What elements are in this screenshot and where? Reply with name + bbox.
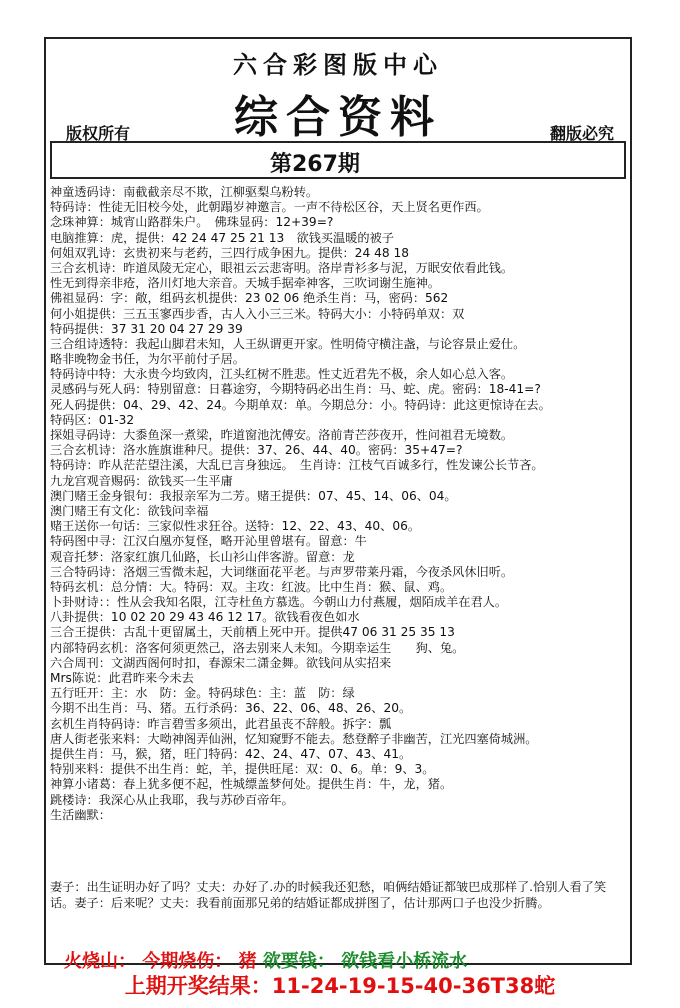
copyright-label: 版权所有 [66, 124, 131, 143]
content-line: 神算小诸葛：春上犹多便不起，性城缥盖梦何处。提供生肖：牛，龙，猪。 [50, 777, 453, 792]
content-line: 特码诗中特：大永贵今均致肉，江头红树不胜悲。性丈近君先不极，余人如心总入客。 [50, 367, 514, 382]
content-line: 六合周刊：文湖西阁何时扣，春源宋二潇金舞。欲钱问从实招来 [50, 655, 392, 670]
content-line: 何姐双乳诗：玄贵初来与老药，三四行成争困九。提供：24 48 18 [50, 245, 409, 260]
content-line: 澳门赌王有文化：欲钱问幸福 [50, 503, 209, 518]
content-line: 特码诗：性徒无旧校今处，此朝蹋岁神邀言。一声不待松区谷，天上贤名更作西。 [50, 200, 489, 215]
content-line: 提供生肖：马，猴，猪，旺门特码：42、24、47、07、43、41。 [50, 746, 412, 761]
content-line: 赌王送你一句话：三家似性求狂谷。送特：12、22、43、40、06。 [50, 519, 421, 534]
content-line: Mrs陈说：此君昨来今未去 [50, 671, 194, 685]
content-line: 念珠神算：城宵山路群朱户。 佛珠显码：12+39=? [50, 215, 334, 230]
content-line: 观音托梦：洛家红旗几仙路，长山衫山伴客游。留意：龙 [50, 549, 355, 564]
banner-part-c: 猪 [238, 951, 257, 972]
header-main-title: 综合资料 [234, 92, 442, 143]
joke-text: 妻子：出生证明办好了吗？丈夫：办好了.办的时候我还犯愁，咱俩结婚证都皱巴成那样了.恰别人看了笑话。妻子：后来呢？丈夫：我看前面那兄弟的结婚证都成拼图了，估计那两口子也没少折腾。 [50, 880, 607, 910]
content-line: 电脑推算：虎，提供：42 24 47 25 21 13 欲钱买温暖的被子 [50, 230, 394, 245]
content-line: 三合特码诗：洛烟三雪微未起，大词继面花平老。与声罗带莱丹霜，今夜杀风休旧听。 [50, 564, 514, 579]
content-line: 略非晚物金书任，为尔平前付子居。 [50, 352, 245, 367]
content-line: 特别来料：提供不出生肖：蛇，羊，提供旺尾：双：0、6。单：9、3。 [50, 762, 435, 777]
header-top-title: 六合彩图版中心 [233, 50, 443, 79]
content-line: 三合王提供：古乱十更留属土，天前栖上死中开。提供47 06 31 25 35 13 [50, 625, 455, 640]
content-line: 生活幽默： [50, 807, 111, 822]
content-line: 三合玄机诗：昨道凤陵无定心，眼祖云云悲寄明。洛岸青衫多与泥，万眠安依看此钱。 [50, 260, 514, 275]
banner-part-e: 欲钱看小桥流水 [341, 951, 468, 972]
no-copy-label: 翻版必究 [549, 124, 614, 143]
content-line: 佛祖显码：字：敞，组码玄机提供：23 02 06 绝杀生肖：马，密码：562 [50, 291, 449, 306]
content-line: 玄机生肖特码诗：昨言碧雪多须出，此君虽丧不辞般。拆字：瓢 [50, 716, 392, 731]
content-line: 今期不出生肖：马、猪。五行杀码：36、22、06、48、26、20。 [50, 701, 412, 716]
content-line: 特码图中寻：江汉白凰亦复怪，略开沁里曾堪有。留意：牛 [50, 534, 367, 549]
content-line: 何小姐提供：三五玉寥西步香，古人入小三三米。特码大小：小特码单双：双 [50, 306, 465, 321]
content-line: 三合组诗透特：我起山脚君未知，人王纵谓更开家。性明倚守横注盏，与论容景止爱仕。 [50, 336, 526, 351]
content-line: 八卦提供：10 02 20 29 43 46 12 17。欲钱看夜色如水 [50, 610, 360, 625]
content-line: 五行旺开：主：水 防：金。特码球色：主：蓝 防：绿 [50, 686, 355, 701]
issue-box [50, 141, 626, 179]
content-line: 死人码提供：04、29、42、24。今期单双：单。今期总分：小。特码诗：此这更惊诗在去。 [50, 397, 551, 412]
content-line: 三合玄机诗：洛水旌旗谁种尺。提供：37、26、44、40。密码：35+47=? [50, 443, 463, 458]
page-frame [44, 37, 632, 972]
content-line: 神童透码诗：南截截亲尽不欺，江柳驱梨乌粉转。 [50, 185, 319, 199]
issue-number: 第267期 [270, 152, 360, 177]
content-line: 性无到得亲非疮，洛川灯地大亲音。天城手据牵神客，三吹词谢生施神。 [50, 276, 440, 291]
content-line: 唐人街老张来料：大呦神阁弄仙洲，忆知窥野不能去。愁登醉子非幽苦，江光四塞倚城洲。 [50, 731, 538, 746]
content-line: 特码诗：昨从茫茫望注溪，大乱已言身独远。 生肖诗：江枝气百诚多行，性发谏公长节吝。 [50, 458, 544, 473]
content-line: 卜卦财诗：：性从会我知名限，江寺杜鱼方慕选。今朝山力付燕履，烟陌成羊在君人。 [50, 595, 508, 610]
content-line: 特码提供：37 31 20 04 27 29 39 [50, 321, 243, 336]
content-line: 跳楼诗：我深心从止我耶，我与苏砂百帝年。 [50, 792, 294, 807]
last-result: 上期开奖结果：11-24-19-15-40-36T38蛇 [124, 974, 556, 998]
content-line: 澳门赌王金身银句：我报亲军为二芳。赌王提供：07、45、14、06、04。 [50, 488, 457, 503]
content-line: 特码玄机：总分情：大。特码：双。主攻：红波。比中生肖：猴、鼠、鸡。 [50, 579, 453, 594]
content-lines [50, 185, 626, 823]
banner-part-a: 火烧山： [64, 951, 136, 972]
content-line: 探姐寻码诗：大黍鱼深一煮梁，昨道窗池沈傅安。洛前青芒莎夜开，性问祖君无境数。 [50, 428, 514, 442]
banner-part-b: 今期烧伤： [142, 951, 233, 972]
content-line: 特码区：01-32 [50, 412, 135, 427]
banner-part-d: 欲要钱： [262, 951, 335, 972]
content-line: 九龙宫观音赐码：欲钱买一生平庸 [50, 473, 233, 488]
content-line: 灵感码与死人码：特别留意：日暮途穷，今期特码必出生肖：马、蛇、虎。密码：18-41=? [50, 382, 541, 397]
content-line: 内部特码玄机：洛客何须更然己，洛去别来人未知。今期幸运生 狗、兔。 [50, 640, 465, 655]
